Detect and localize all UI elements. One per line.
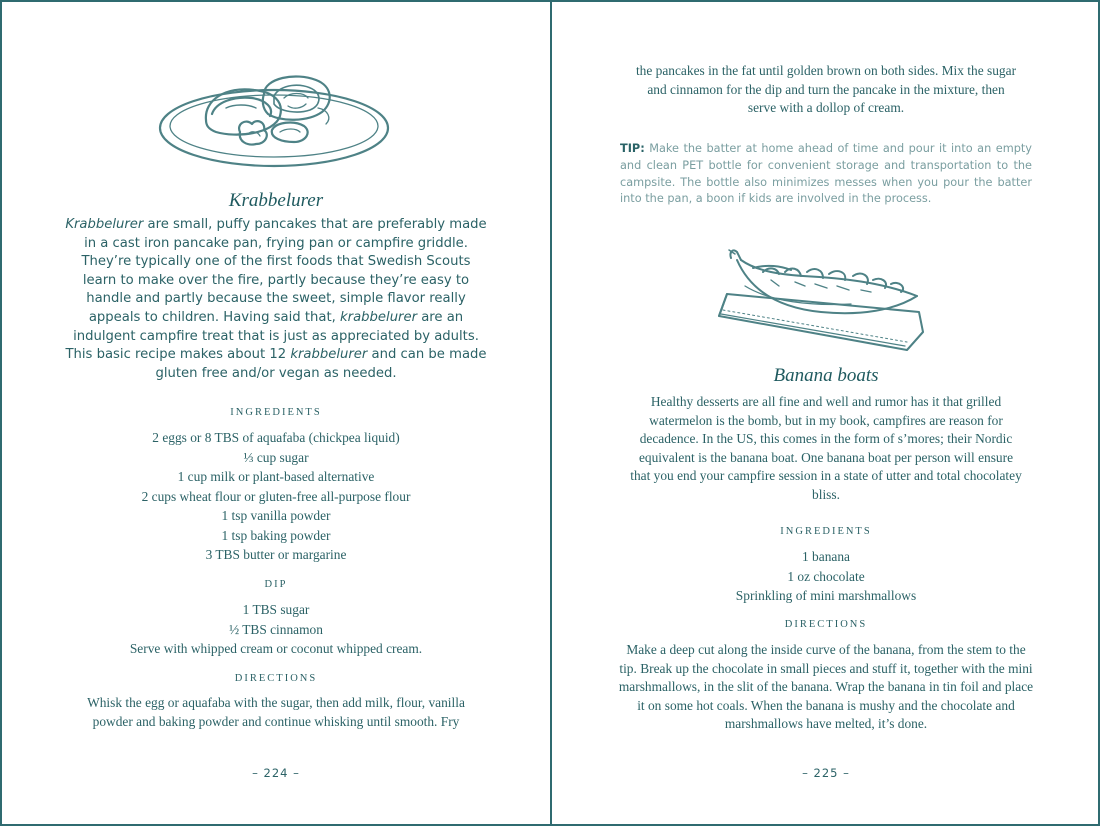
page-number: – 224 –: [252, 766, 300, 780]
ingredient-item: 2 eggs or 8 TBS of aquafaba (chickpea liquid): [152, 430, 400, 445]
ingredient-item: 1 tsp vanilla powder: [221, 508, 331, 523]
ingredient-item: 3 TBS butter or margarine: [205, 547, 347, 562]
directions-line: Whisk the egg or aquafaba with the sugar, then add milk, flour, vanilla: [87, 695, 465, 710]
directions-line: powder and baking powder and continue whisking until smooth. Fry: [92, 713, 460, 729]
ingredient-item: 1 cup milk or plant-based alternative: [177, 469, 375, 484]
intro-lead-term: Krabbelurer: [65, 217, 144, 232]
dip-item: ½ TBS cinnamon: [229, 621, 323, 637]
tip-box: [552, 141, 1100, 208]
recipe-title-banana-boats: Banana boats: [773, 365, 879, 386]
pancakes-on-plate-illustration: [2, 68, 550, 176]
directions-paragraph: Make a deep cut along the inside curve of the banana, from the stem to the tip. Break up the chocolate in small pieces and stuff it, together with the mini marshmallows, in the slit of the banana. Wrap the banana in tin foil and place it on some hot coals. When the banana is mushy and the chocolate and marshmallows have melted, it’s done.: [618, 642, 1034, 732]
ingredients-list: [552, 547, 1100, 606]
ingredient-item: ⅓ cup sugar: [243, 449, 309, 465]
intro-text-3: and can be made gluten free and/or vegan as needed.: [155, 347, 487, 381]
intro-text-2: are an indulgent campfire treat that is just as appreciated by adults. This basic recipe makes about 12: [65, 309, 479, 363]
intro-text-1: are small, puffy pancakes that are preferably made in a cast iron pancake pan, frying pan or campfire griddle. They’re typically one of the first foods that Swedish Scouts learn to make over the fire, partly because they’re easy to handle and partly because the sweet, simple flavor really appeals to children. Having said that,: [81, 217, 487, 325]
ingredients-heading: INGREDIENTS: [780, 526, 872, 537]
ingredient-item: 2 cups wheat flour or gluten-free all-purpose flour: [141, 488, 411, 504]
dip-item: Serve with whipped cream or coconut whipped cream.: [129, 641, 423, 656]
ingredient-item: Sprinkling of mini marshmallows: [735, 588, 917, 603]
banana-boat-illustration: [552, 246, 1100, 354]
dip-item: 1 TBS sugar: [242, 602, 310, 617]
dip-list: [2, 600, 550, 659]
ingredient-item: 1 tsp baking powder: [221, 527, 331, 543]
left-page: [2, 2, 550, 824]
intro-term-2: krabbelurer: [340, 309, 418, 325]
tip-label: TIP:: [620, 142, 645, 155]
directions-line: serve with a dollop of cream.: [747, 100, 905, 116]
directions-heading: DIRECTIONS: [784, 619, 868, 630]
ingredients-list: [2, 428, 550, 565]
recipe-title-krabbelurer: Krabbelurer: [228, 190, 324, 211]
tip-text: Make the batter at home ahead of time and pour it into an empty and clean PET bottle for convenient storage and transportation to the campsite. The bottle also minimizes messes when you pour the batter into the pan, a boon if kids are involved in the process.: [620, 142, 1032, 206]
directions-heading: DIRECTIONS: [234, 673, 318, 684]
intro-term-3: krabbelurer: [290, 347, 368, 363]
right-page: [552, 2, 1100, 824]
intro-paragraph-krabbelurer: [2, 216, 550, 383]
intro-paragraph-banana-boats: Healthy desserts are all fine and well and rumor has it that grilled watermelon is the bomb, but in my book, campfires are reason for decadence. In the US, this comes in the form of s’mores; their Nordic equivalent is the banana boat. One banana boat per person will ensure that you end your campfire session in a state of utter and total chocolatey bliss.: [630, 394, 1022, 502]
ingredient-item: 1 banana: [802, 549, 850, 564]
directions-line: the pancakes in the fat until golden brown on both sides. Mix the sugar: [635, 63, 1017, 78]
page-number: – 225 –: [802, 766, 850, 780]
ingredients-heading: INGREDIENTS: [230, 407, 322, 418]
dip-heading: DIP: [264, 579, 288, 590]
ingredient-item: 1 oz chocolate: [787, 568, 865, 584]
directions-paragraph: [2, 694, 550, 731]
continued-directions: [552, 62, 1100, 118]
directions-line: and cinnamon for the dip and turn the pancake in the mixture, then: [647, 81, 1005, 97]
